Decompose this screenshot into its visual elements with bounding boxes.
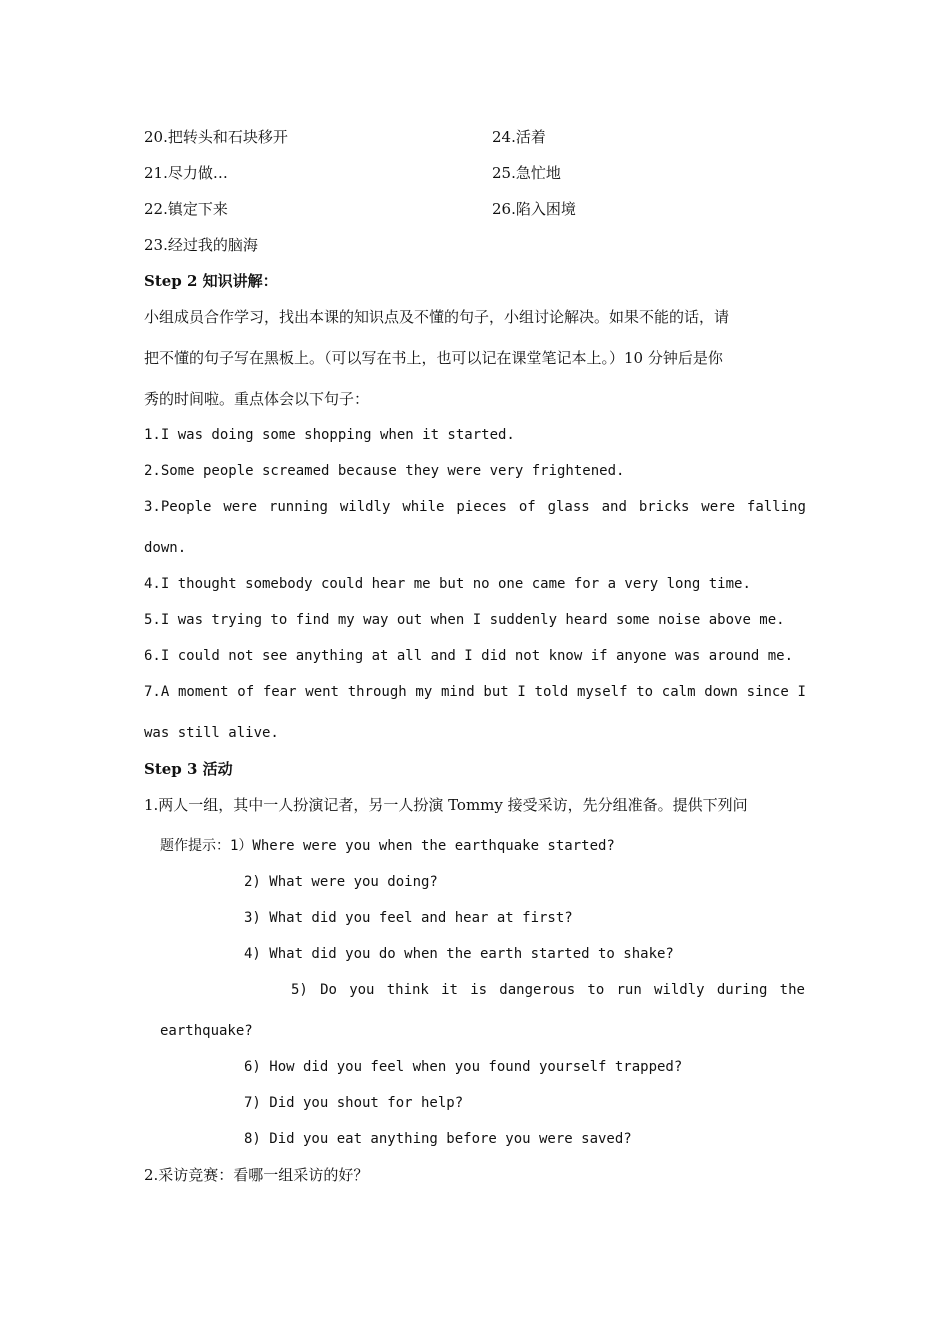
question-5-word: think (386, 982, 429, 998)
sentence-7-word: mind (440, 684, 475, 700)
question-5-word: 5) (291, 982, 308, 998)
task-1-prompt-q1: 题作提示：1）Where were you when the earthquake started? (160, 838, 615, 854)
question-5-word: it (441, 982, 458, 998)
sentence-7-word: but (483, 684, 509, 700)
vocab-item-25: 25.急忙地 (492, 164, 561, 182)
sentence-3-word: of (518, 499, 536, 515)
sentence-7 (144, 682, 806, 702)
sentence-3-word: glass (547, 499, 590, 515)
sentence-7-word: down (704, 684, 738, 700)
question-3: 3) What did you feel and hear at first? (244, 910, 573, 926)
sentence-7-word: since (746, 684, 789, 700)
step2-intro-line-2: 把不懂的句子写在黑板上。（可以写在书上，也可以记在课堂笔记本上。）10 分钟后是你 (144, 349, 723, 367)
vocab-item-22: 22.镇定下来 (144, 200, 228, 218)
question-8: 8) Did you eat anything before you were saved? (244, 1131, 632, 1147)
sentence-3-word: were (223, 499, 258, 515)
sentence-3-word: wildly (339, 499, 391, 515)
vocab-item-23: 23.经过我的脑海 (144, 236, 258, 254)
sentence-7-continued: was still alive. (144, 725, 279, 741)
step2-intro-line-1: 小组成员合作学习，找出本课的知识点及不懂的句子，小组讨论解决。如果不能的话，请 (144, 308, 730, 326)
step2-heading: Step 2 知识讲解： (144, 272, 278, 290)
vocab-item-21: 21.尽力做… (144, 164, 228, 182)
sentence-4: 4.I thought somebody could hear me but no one came for a very long time. (144, 576, 751, 592)
sentence-3-word: falling (746, 499, 806, 515)
sentence-7-word: through (347, 684, 407, 700)
sentence-7-word: 7.A (144, 684, 170, 700)
task-2: 2.采访竞赛：看哪一组采访的好？ (144, 1166, 369, 1184)
question-5-word: during (716, 982, 768, 998)
sentence-3-word: running (268, 499, 328, 515)
step2-intro-line-3: 秀的时间啦。重点体会以下句子： (144, 390, 370, 408)
question-5-word: to (587, 982, 605, 998)
task-1: 1.两人一组，其中一人扮演记者，另一人扮演 Tommy 接受采访，先分组准备。提供下列问 (144, 796, 748, 814)
sentence-2: 2.Some people screamed because they were very frightened. (144, 463, 625, 479)
sentence-7-word: my (415, 684, 433, 700)
sentence-7-word: to (636, 684, 654, 700)
question-7: 7) Did you shout for help? (244, 1095, 464, 1111)
question-5-word: run (616, 982, 642, 998)
step3-heading: Step 3 活动 (144, 760, 233, 778)
sentence-7-word: I (517, 684, 526, 700)
sentence-7-word: fear (262, 684, 297, 700)
question-5-word: Do (320, 982, 337, 998)
sentence-3-word: bricks (638, 499, 690, 515)
question-5-word: the (779, 982, 805, 998)
question-5-continued: earthquake? (160, 1023, 253, 1039)
sentence-7-word: moment (178, 684, 229, 700)
question-5-word: wildly (654, 982, 705, 998)
sentence-7-word: told (534, 684, 569, 700)
question-5-word: is (470, 982, 488, 998)
sentence-3-word: while (402, 499, 445, 515)
sentence-3-word: 3.People (144, 499, 212, 515)
sentence-3 (144, 497, 806, 517)
question-6: 6) How did you feel when you found yourself trapped? (244, 1059, 683, 1075)
sentence-7-word: went (305, 684, 339, 700)
sentence-5: 5.I was trying to find my way out when I suddenly heard some noise above me. (144, 612, 785, 628)
sentence-7-word: of (237, 684, 255, 700)
sentence-1: 1.I was doing some shopping when it started. (144, 427, 515, 443)
sentence-3-word: were (701, 499, 735, 515)
sentence-6: 6.I could not see anything at all and I did not know if anyone was around me. (144, 648, 794, 664)
question-2: 2) What were you doing? (244, 874, 438, 890)
question-4: 4) What did you do when the earth started to shake? (244, 946, 674, 962)
sentence-7-word: myself (576, 684, 628, 700)
sentence-3-word: pieces (456, 499, 507, 515)
sentence-7-word: calm (661, 684, 696, 700)
vocab-item-20: 20.把转头和石块移开 (144, 128, 288, 146)
vocab-item-24: 24.活着 (492, 128, 546, 146)
sentence-3-word: and (601, 499, 627, 515)
question-5 (291, 980, 805, 1000)
sentence-3-continued: down. (144, 540, 187, 556)
question-5-word: dangerous (499, 982, 576, 998)
question-5-word: you (349, 982, 375, 998)
vocab-item-26: 26.陷入困境 (492, 200, 576, 218)
sentence-7-word: I (797, 684, 806, 700)
